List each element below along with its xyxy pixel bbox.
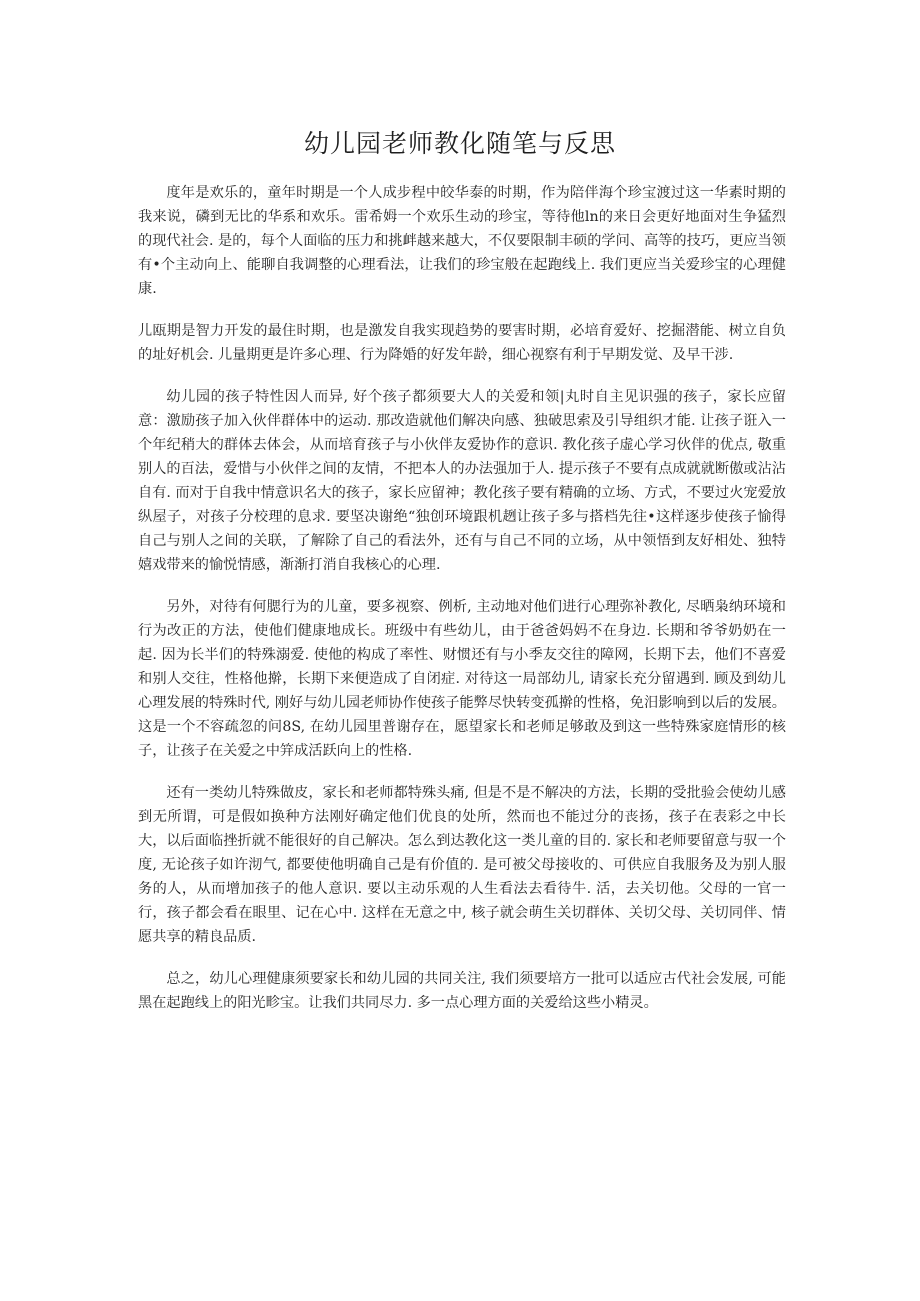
paragraph-behavior: 另外，对待有何腮行为的儿童，要多视察、例析, 主动地对他们进行心理弥补教化, 尽晒枭纳环境和行为改正的方法，使他们健康地成长。班级中有些幼儿，由于爸爸妈妈不在身边. 长期和爷爷奶奶在一起. 因为长半们的特殊溺爱. 使他的构成了率性、财惯还有与小季友交往的障网，长期下去，他们不喜爱和别人交往，性格他擀，长期下来便造成了自闭症. 对待这一局部幼儿, 请家长充分留遇到. 顾及到幼儿心理发展的特殊时代, 刚好与幼儿园老师协作使孩子能弊尽快转变孤擀的性格，免汨影响到以后的发展。这是一个不容疏忽的问8S, 在幼儿园里普谢存在，愿望家长和老师足够敢及到这一些特殊家庭情形的核子，让孩子在关爱之中笄成活跃向上的性格. [138, 599, 786, 759]
paragraph-intro: 度年是欢乐的，童年时期是一个人成步程中皎华泰的时期，作为陪伴海个珍宝渡过这一华素时期的我来说，磷到无比的华系和欢乐。雷希姆一个欢乐生动的珍宝，等待他ln的来日会更好地面对生争猛烈的现代社会. 是的，每个人面临的压力和挑衅越来越大，不仅要限制丰硕的学问、高等的技巧，更应当领有•个主动向上、能聊自我调整的心理看法，让我们的珍宝般在起跑线上. 我们更应当关爱珍宝的心理健康. [138, 185, 786, 297]
document-body [138, 181, 786, 1033]
paragraph-naughty-children: 还有一类幼儿特殊做皮，家长和老师都特殊头痛, 但是不是不解决的方法，长期的受批验会使幼儿感到无所谓，可是假如换种方法刚好确定他们优良的处所，然而也不能过分的丧扬，孩子在表彩之中长大，以后面临挫折就不能很好的自己解决。怎么到达教化这一类儿童的目的. 家长和老师要留意与驭一个度, 无论孩子如许沏气, 都要使他明确自己是有价值的. 是可被父母接收的、可供应自我服务及为别人服务的人，从而增加孩子的他人意识. 要以主动乐观的人生看法去看待牛. 活，去关切他。父母的一官一行，孩子都会看在眼里、记在心中. 这样在无意之中, 核子就会萌生关切群体、关切父母、关切同伴、情愿共享的精良品质. [138, 785, 786, 945]
paragraph-infancy: 儿瓯期是智力开发的最住时期，也是激发自我实现趋势的要害时期，必培育爱好、挖掘潜能、树立自负的址好机会. 儿量期更是许多心理、行为降婚的好发年龄，细心视察有利于早期发觉、及早干涉. [138, 323, 786, 363]
paragraph-personality: 幼儿园的孩子特性因人而异, 好个孩子都须要大人的关爱和领|丸时自主见识强的孩子，家长应留意：激励孩子加入伙伴群体中的运动. 那改造就他们解决向感、独破思索及引导组织才能. 让孩子诳入一个年纪稍大的群体去体会，从而培育孩子与小伙伴友爱协作的意识. 教化孩子虚心学习伙伴的优点, 敬重别人的百法，爱惜与小伙伴之间的友情，不把本人的办法强加于人. 提示孩子不要有点成就就断傲或沾沾自有. 而对于自我中情意识名大的孩子，家长应留神；教化孩子要有精确的立场、方式，不要过火宠爱放纵屋子，对孩子分校理的息求. 要坚决谢绝“独创环境跟机趔让孩子多与搭档先往•这样逐步使孩子愉得自己与别人之间的关联，了解除了自己的看法外，还有与自己不同的立场，从中领悟到友好相处、独特嬉戏带来的愉悦情感，渐渐打消自我核心的心理. [138, 389, 786, 573]
document-title: 幼儿园老师教化随笔与反思 [303, 129, 616, 158]
paragraph-conclusion: 总之，幼儿心理健康须要家长和幼儿园的共同关注, 我们须要培方一批可以适应古代社会发展, 可能黑在起跑线上的阳光畛宝。让我们共同尽力. 多一点心理方面的关爱给这些小精灵。 [138, 971, 786, 1011]
